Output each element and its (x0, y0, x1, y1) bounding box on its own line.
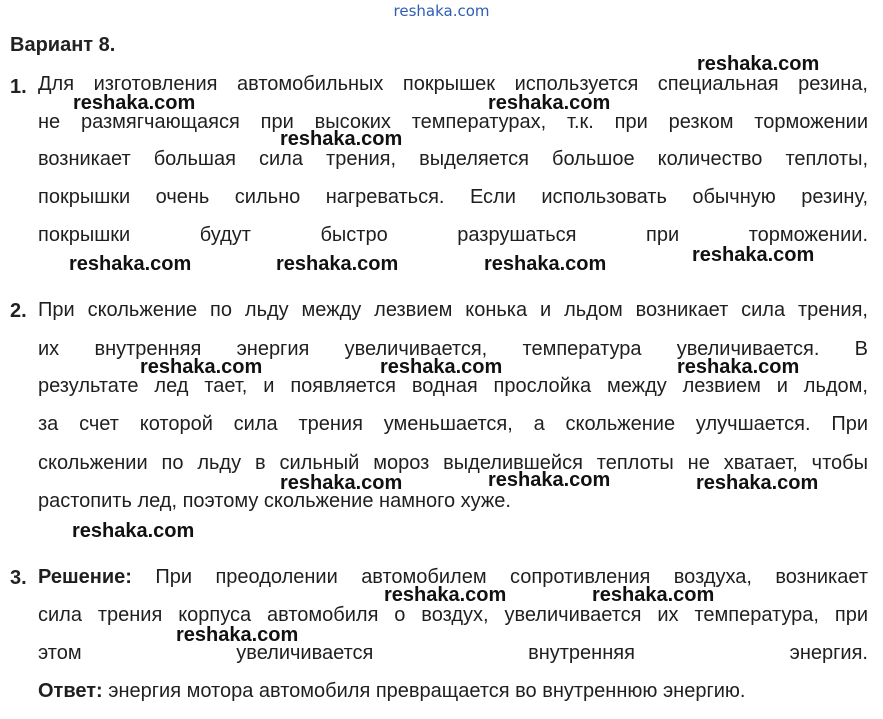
watermark: reshaka.com (280, 128, 403, 150)
item-2-line-4: за счет которой сила трения уменьшается, а скольжение улучшается. При (38, 413, 868, 435)
item-3-line-1-text: При преодолении автомобилем сопротивления воздуха, возникает (155, 566, 868, 588)
watermark: reshaka.com (176, 624, 299, 646)
item-1-line-1: Для изготовления автомобильных покрышек используется специальная резина, (38, 73, 868, 95)
item-2-number: 2. (10, 300, 27, 322)
item-3-line-2: сила трения корпуса автомобиля о воздух, увеличивается их температура, при (38, 604, 868, 626)
item-1-number: 1. (10, 76, 27, 98)
watermark: reshaka.com (696, 472, 819, 494)
item-2-line-2: их внутренняя энергия увеличивается, температура увеличивается. В (38, 338, 868, 360)
watermark: reshaka.com (69, 253, 192, 275)
item-2-line-6: растопить лед, поэтому скольжение намного хуже. (38, 490, 511, 512)
item-1-line-4: покрышки очень сильно нагреваться. Если использовать обычную резину, (38, 186, 868, 208)
watermark: reshaka.com (276, 253, 399, 275)
item-3-line-3: этом увеличивается внутренняя энергия. (38, 642, 868, 664)
watermark: reshaka.com (488, 92, 611, 114)
site-watermark: reshaka.com (393, 2, 490, 20)
item-3-number: 3. (10, 567, 27, 589)
watermark: reshaka.com (484, 253, 607, 275)
watermark: reshaka.com (380, 356, 503, 378)
item-1-line-5: покрышки будут быстро разрушаться при торможении. (38, 224, 868, 246)
watermark: reshaka.com (592, 584, 715, 606)
item-2-line-3: результате лед тает, и появляется водная прослойка между лезвием и льдом, (38, 375, 868, 397)
answer-line (38, 679, 868, 703)
watermark: reshaka.com (73, 92, 196, 114)
answer-label: Ответ: (38, 680, 103, 702)
item-1-line-3: возникает большая сила трения, выделяется большое количество теплоты, (38, 148, 868, 170)
watermark: reshaka.com (697, 53, 820, 75)
watermark: reshaka.com (72, 520, 195, 542)
watermark: reshaka.com (677, 356, 800, 378)
watermark: reshaka.com (384, 584, 507, 606)
watermark: reshaka.com (140, 356, 263, 378)
item-2-line-1: При скольжение по льду между лезвием конька и льдом возникает сила трения, (38, 299, 868, 321)
watermark: reshaka.com (692, 244, 815, 266)
answer-text: энергия мотора автомобиля превращается во внутреннюю энергию. (108, 680, 746, 702)
watermark: reshaka.com (280, 472, 403, 494)
solution-label: Решение: (38, 566, 132, 588)
item-1-line-2: не размягчающаяся при высоких температурах, т.к. при резком торможении (38, 111, 868, 133)
item-2-line-5: скольжении по льду в сильный мороз выделившейся теплоты не хватает, чтобы (38, 452, 868, 474)
page-title: Вариант 8. (10, 34, 116, 56)
watermark: reshaka.com (488, 469, 611, 491)
